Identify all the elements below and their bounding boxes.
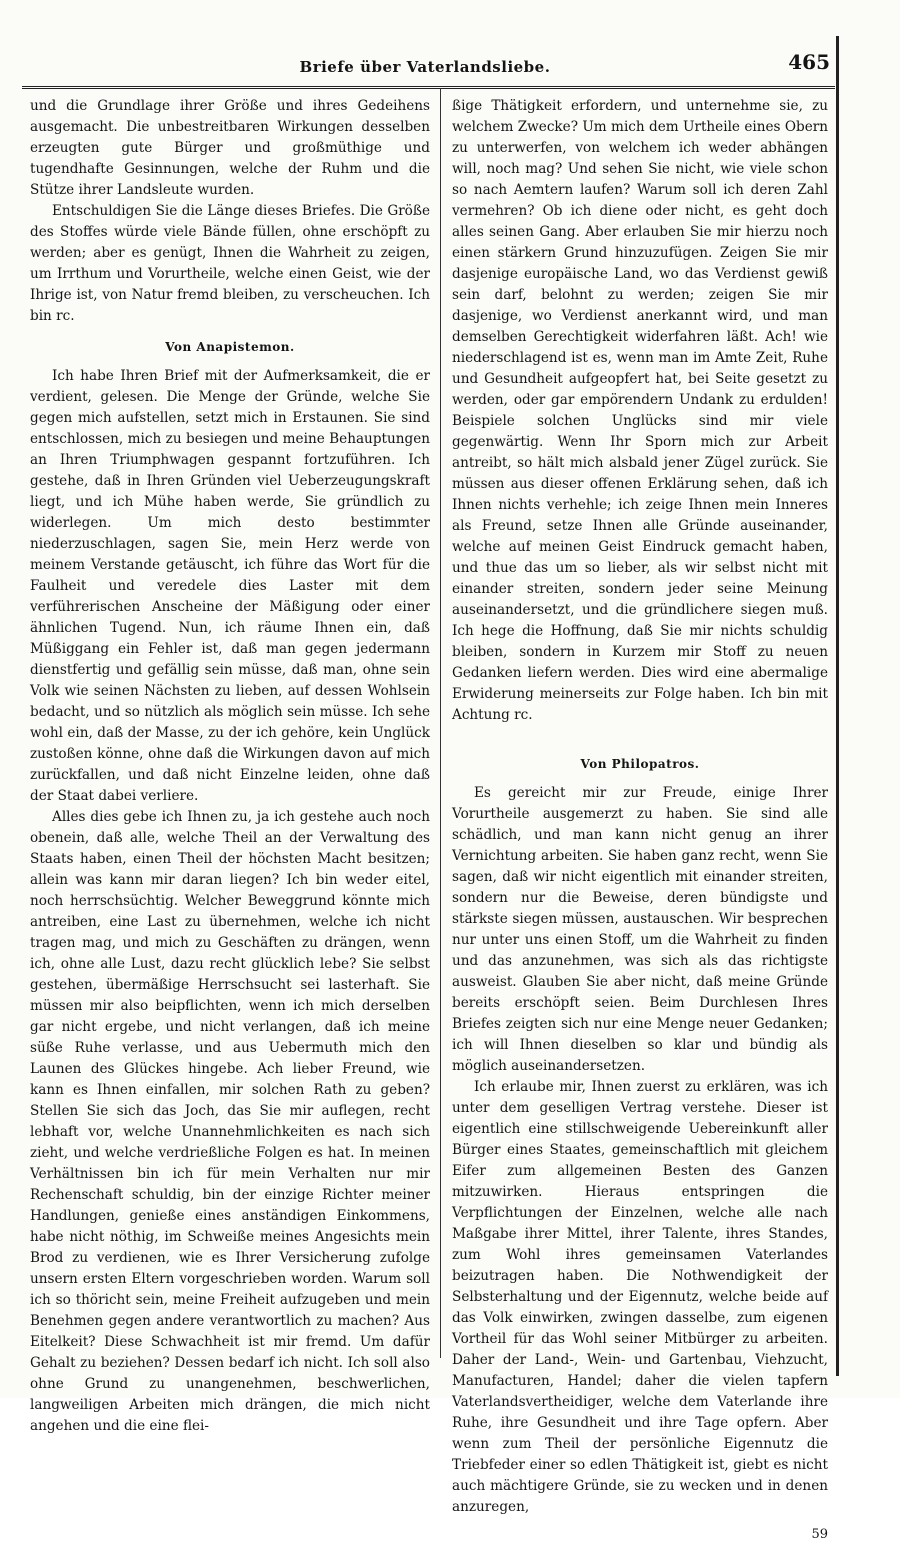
page-header [20, 44, 830, 84]
section-spacer [452, 726, 828, 744]
section-heading-anapistemon: Von Anapistemon. [165, 340, 295, 354]
column-divider [440, 88, 441, 1358]
left-paragraph-4: Alles dies gebe ich Ihnen zu, ja ich gestehe auch noch obenein, daß alle, welche Theil an der Verwaltung des Staats haben, einen Theil der höchsten Macht besitzen; allein was kann mir daran liegen? Ich bin weder eitel, noch herrschsüchtig. Welcher Beweggrund könnte mich antreiben, eine Last zu übernehmen, welche ich nicht tragen mag, und mich zu Geschäften zu drängen, wenn ich, ohne alle Lust, dazu recht glücklich lebe? Sie selbst gestehen, übermäßige Herrschsucht sei lasterhaft. Sie müssen mir also beipflichten, wenn ich mich derselben gar nicht ergebe, und nicht verlangen, daß ich meine süße Ruhe verlasse, und aus Uebermuth mich den Launen des Glückes hingebe. Ach lieber Freund, wie kann es Ihnen einfallen, mir solchen Rath zu geben? Stellen Sie sich das Joch, das Sie mir auflegen, recht lebhaft vor, welche Unannehmlichkeiten es nach sich zieht, und welche verdrießliche Folgen es hat. In meinen Verhältnissen bin ich für mein Verhalten nur mir Rechenschaft schuldig, bin der einzige Richter meiner Handlungen, genieße eines anständigen Einkommens, habe nicht nöthig, im Schweiße meines Angesichts mein Brod zu verdienen, wie es Ihrer Versicherung zufolge unsern ersten Eltern vorgeschrieben worden. Warum soll ich so thöricht sein, meine Freiheit aufzugeben und mein Benehmen gegen andere verantwortlich zu machen? Aus Eitelkeit? Diese Schwachheit ist mir fremd. Um dafür Gehalt zu beziehen? Dessen bedarf ich nicht. Ich soll also ohne Grund zu unangenehmen, beschwerlichen, langweiligen Arbeiten mich drängen, die mich nicht angehen und die eine flei- [30, 809, 430, 1434]
left-column [30, 96, 430, 1437]
right-paragraph-2: Es gereicht mir zur Freude, einige Ihrer Vorurtheile ausgemerzt zu haben. Sie sind alle schädlich, und man kann nicht genug an ihrer Vernichtung arbeiten. Sie haben ganz recht, wenn Sie sagen, daß wir nicht eigentlich mit einander streiten, sondern nur die Beweise, deren bündigste und stärkste siegen müssen, austauschen. Wir besprechen nur unter uns einen Stoff, um die Wahrheit zu finden und das anzunehmen, was sich als das richtigste ausweist. Glauben Sie aber nicht, daß meine Gründe bereits erschöpft seien. Beim Durchlesen Ihres Briefes zeigten sich nur eine Menge neuer Gedanken; ich will Ihnen dieselben so klar und bündig als möglich auseinandersetzen. [452, 785, 828, 1074]
right-paragraph-1: ßige Thätigkeit erfordern, und unternehme sie, zu welchem Zwecke? Um mich dem Urtheile eines Obern zu unterwerfen, von welchem ich weder abhängen will, noch mag? Und sehen Sie nicht, wie viele schon so nach Aemtern laufen? Warum soll ich deren Zahl vermehren? Ob ich diene oder nicht, es geht doch alles seinen Gang. Aber erlauben Sie mir hierzu noch einen stärkern Grund hinzuzufügen. Zeigen Sie mir dasjenige europäische Land, wo das Verdienst gewiß sein darf, belohnt zu werden; zeigen Sie mir dasjenige, wo Verdienst anerkannt wird, und man demselben Gerechtigkeit widerfahren läßt. Ach! wie niederschlagend ist es, wenn man im Amte Zeit, Ruhe und Gesundheit aufgeopfert hat, bei Seite gesetzt zu werden, oder gar empörendern Undank zu erdulden! Beispiele solchen Unglücks sind mir viele gegenwärtig. Wenn Ihr Sporn mich zur Arbeit antreibt, so hält mich alsbald jener Zügel zurück. Sie müssen aus dieser offenen Erklärung sehen, daß ich Ihnen nichts verhehle; ich zeige Ihnen mein Inneres als Freund, setze Ihnen alle Gründe auseinander, welche auf meinen Geist Eindruck gemacht haben, und thue das um so lieber, als wir selbst nicht mit einander streiten, sondern jeder seine Meinung auseinandersetzt, und die gründlichere siegen muß. Ich hege die Hoffnung, daß Sie mir nichts schuldig bleiben, sondern in Kurzem mir Stoff zu neuen Gedanken liefern werden. Dies wird eine abermalige Erwiderung meinerseits zur Folge haben. Ich bin mit Achtung rc. [452, 98, 828, 723]
left-paragraph-2: Entschuldigen Sie die Länge dieses Briefes. Die Größe des Stoffes würde viele Bände füllen, ohne erschöpft zu werden; aber es genügt, Ihnen die Wahrheit zu zeigen, um Irrthum und Vorurtheile, welche einen Geist, wie der Ihrige ist, von Natur fremd bleiben, zu verscheuchen. Ich bin rc. [30, 203, 430, 324]
right-paragraph-3: Ich erlaube mir, Ihnen zuerst zu erklären, was ich unter dem geselligen Vertrag verstehe. Dieser ist eigentlich eine stillschweigende Uebereinkunft aller Bürger eines Staates, gemeinschaftlich mit gleichem Eifer zum allgemeinen Besten des Ganzen mitzuwirken. Hieraus entspringen die Verpflichtungen der Einzelnen, welche alle nach Maßgabe ihrer Mittel, ihrer Talente, ihres Standes, zum Wohl ihres gemeinsamen Vaterlandes beizutragen haben. Die Nothwendigkeit der Selbsterhaltung und der Eigennutz, welche beide auf das Volk einwirken, zwingen dasselbe, zum eigenen Vortheil für das Wohl seiner Mitbürger zu arbeiten. Daher der Land-, Wein- und Gartenbau, Viehzucht, Manufacturen, Handel; daher die vielen tapfern Vaterlandsvertheidiger, welche dem Vaterlande ihre Ruhe, ihre Gesundheit und ihre Tage opfern. Aber wenn zum Theil der persönliche Eigennutz die Triebfeder einer so edlen Thätigkeit ist, giebt es nicht auch mächtigere Gründe, sie zu wecken und in denen anzuregen, [452, 1079, 828, 1515]
right-frame-rule [836, 36, 839, 1376]
left-paragraph-3: Ich habe Ihren Brief mit der Aufmerksamkeit, die er verdient, gelesen. Die Menge der Gründe, welche Sie gegen mich aufstellen, setzt mich in Erstaunen. Sie sind entschlossen, mich zu besiegen und meine Behauptungen an Ihren Triumphwagen gespannt fortzuführen. Ich gestehe, daß in Ihren Gründen viel Ueberzeugungskraft liegt, und ich Mühe haben werde, Sie gründlich zu widerlegen. Um mich desto bestimmter niederzuschlagen, sagen Sie, mein Herz werde von meinem Verstande getäuscht, ich führe das Wort für die Faulheit und veredele dies Laster mit dem verführerischen Anscheine der Mäßigung oder einer ähnlichen Tugend. Nun, ich räume Ihnen ein, daß Müßiggang ein Fehler ist, daß man gegen jedermann dienstfertig und gefällig sein müsse, daß man, ohne sein Volk wie seinen Nächsten zu lieben, auf dessen Wohlsein bedacht, und so nützlich als möglich sein müsse. Ich sehe wohl ein, daß der Masse, zu der ich gehöre, kein Unglück zustoßen könne, ohne daß die Wirkungen davon auf mich zurückfallen, und daß nicht Einzelne leiden, ohne daß der Staat dabei verliere. [30, 368, 430, 804]
page-number: 465 [788, 50, 830, 74]
header-rule [22, 86, 835, 89]
running-title: Briefe über Vaterlandsliebe. [299, 58, 551, 76]
right-column [452, 96, 828, 1545]
section-heading-philopatros: Von Philopatros. [580, 757, 700, 771]
left-paragraph-1: und die Grundlage ihrer Größe und ihres Gedeihens ausgemacht. Die unbestreitbaren Wirkungen desselben erzeugten gute Bürger und großmüthige und tugendhafte Gesinnungen, welche der Ruhm und die Stütze ihrer Landsleute wurden. [30, 98, 430, 198]
signature-mark: 59 [811, 1527, 828, 1542]
